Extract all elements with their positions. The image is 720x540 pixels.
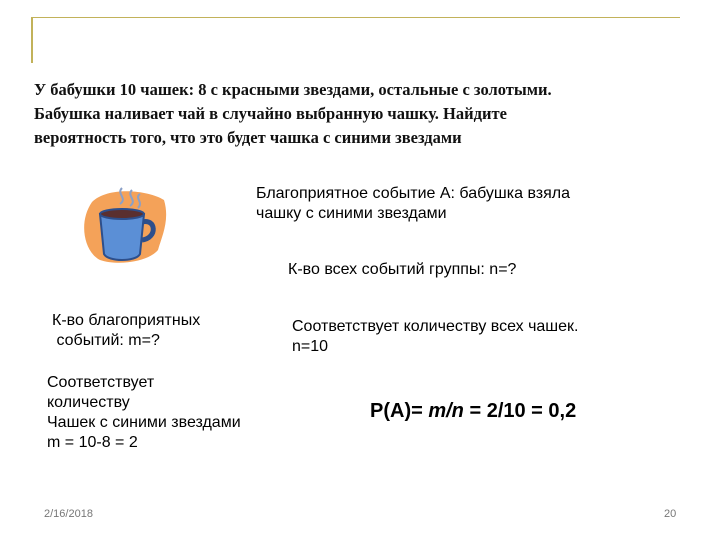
group-count-text	[288, 260, 516, 280]
favorable-match-line: m = 10-8 = 2	[47, 434, 138, 451]
problem-line: вероятность того, что это будет чашка с синими звездами	[34, 128, 462, 147]
problem-statement	[34, 78, 684, 150]
favorable-count-line: событий: m=?	[52, 332, 160, 349]
slide-frame-left	[31, 17, 33, 63]
teacup-icon	[78, 180, 168, 270]
probability-formula	[370, 400, 576, 423]
formula-result: = 2/10 = 0,2	[463, 400, 577, 422]
total-match-line: n=10	[292, 338, 329, 355]
favorable-count-text	[52, 311, 200, 351]
favorable-match-line: количеству	[47, 394, 130, 411]
problem-line: У бабушки 10 чашек: 8 с красными звездами, остальные с золотыми.	[34, 80, 552, 99]
favorable-match-line: Соответствует	[47, 374, 155, 391]
formula-fraction: m/n	[428, 400, 464, 422]
favorable-count-line: К-во благоприятных	[52, 312, 201, 329]
problem-line: Бабушка наливает чай в случайно выбранную чашку. Найдите	[34, 104, 507, 123]
page-number: 20	[664, 508, 677, 520]
formula-prefix: P(A)=	[370, 400, 429, 422]
favorable-match-text	[47, 373, 241, 453]
favorable-event-line: Благоприятное событие А: бабушка взяла	[256, 185, 571, 202]
favorable-match-line: Чашек с синими звездами	[47, 414, 241, 431]
footer-date: 2/16/2018	[44, 508, 93, 520]
slide-frame-top	[31, 17, 680, 18]
total-match-line: Соответствует количеству всех чашек.	[292, 318, 579, 335]
favorable-event-text	[256, 184, 570, 224]
favorable-event-line: чашку с синими звездами	[256, 205, 447, 222]
group-count-line: К-во всех событий группы: n=?	[288, 261, 517, 278]
total-match-text	[292, 317, 578, 357]
